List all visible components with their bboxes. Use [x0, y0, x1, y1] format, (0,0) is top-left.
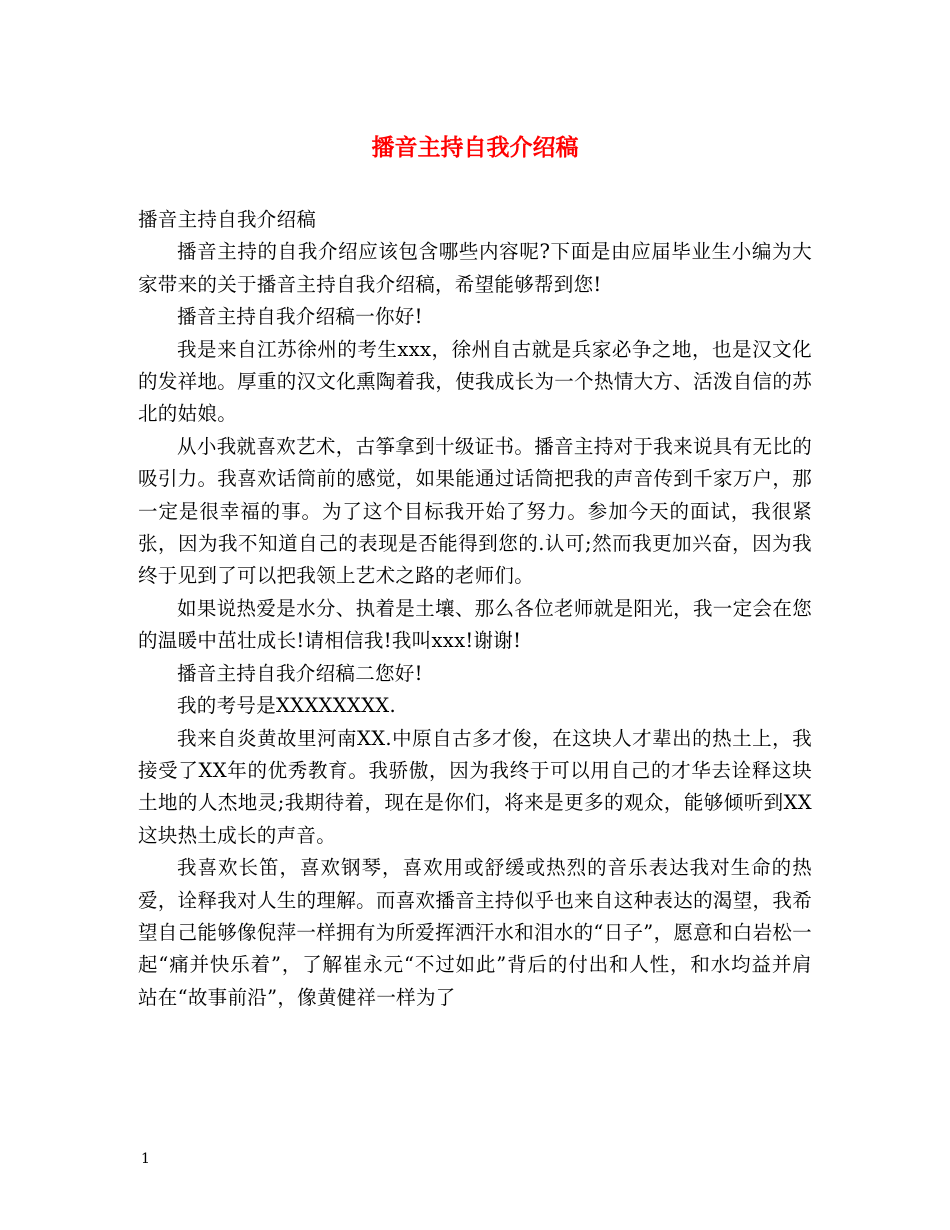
document-title: 播音主持自我介绍稿 [371, 134, 579, 161]
paragraph: 播音主持自我介绍稿一你好! [177, 305, 423, 329]
document-body [138, 204, 812, 1014]
paragraph: 播音主持自我介绍稿二您好! [177, 661, 423, 685]
paragraph: 我来自炎黄故里河南XX.中原自古多才俊，在这块人才辈出的热土上，我接受了XX年的优秀教育。我骄傲，因为我终于可以用自己的才华去诠释这块土地的人杰地灵;我期待着，现在是你们，将来是更多的观众，能够倾听到XX这块热土成长的声音。 [138, 726, 812, 847]
paragraph: 从小我就喜欢艺术，古筝拿到十级证书。播音主持对于我来说具有无比的吸引力。我喜欢话筒前的感觉，如果能通过话筒把我的声音传到千家万户，那一定是很幸福的事。为了这个目标我开始了努力。参加今天的面试，我很紧张，因为我不知道自己的表现是否能得到您的.认可;然而我更加兴奋，因为我终于见到了可以把我领上艺术之路的老师们。 [138, 434, 812, 588]
paragraph: 播音主持自我介绍稿 [138, 208, 317, 231]
page-number: 1 [141, 1151, 150, 1167]
paragraph: 播音主持的自我介绍应该包含哪些内容呢?下面是由应届毕业生小编为大家带来的关于播音主持自我介绍稿，希望能够帮到您! [138, 240, 812, 296]
paragraph: 如果说热爱是水分、执着是土壤、那么各位老师就是阳光，我一定会在您的温暖中茁壮成长!请相信我!我叫xxx!谢谢! [138, 596, 812, 653]
paragraph: 我喜欢长笛，喜欢钢琴，喜欢用或舒缓或热烈的音乐表达我对生命的热爱，诠释我对人生的理解。而喜欢播音主持似乎也来自这种表达的渴望，我希望自己能够像倪萍一样拥有为所爱挥洒汗水和泪水的“日子”，愿意和白岩松一起“痛并快乐着”，了解崔永元“不过如此”背后的付出和人性，和水均益并肩站在“故事前沿”，像黄健祥一样为了 [138, 856, 812, 1009]
paragraph: 我是来自江苏徐州的考生xxx，徐州自古就是兵家必争之地，也是汉文化的发祥地。厚重的汉文化熏陶着我，使我成长为一个热情大方、活泼自信的苏北的姑娘。 [138, 337, 812, 426]
paragraph: 我的考号是XXXXXXXX. [177, 694, 396, 718]
